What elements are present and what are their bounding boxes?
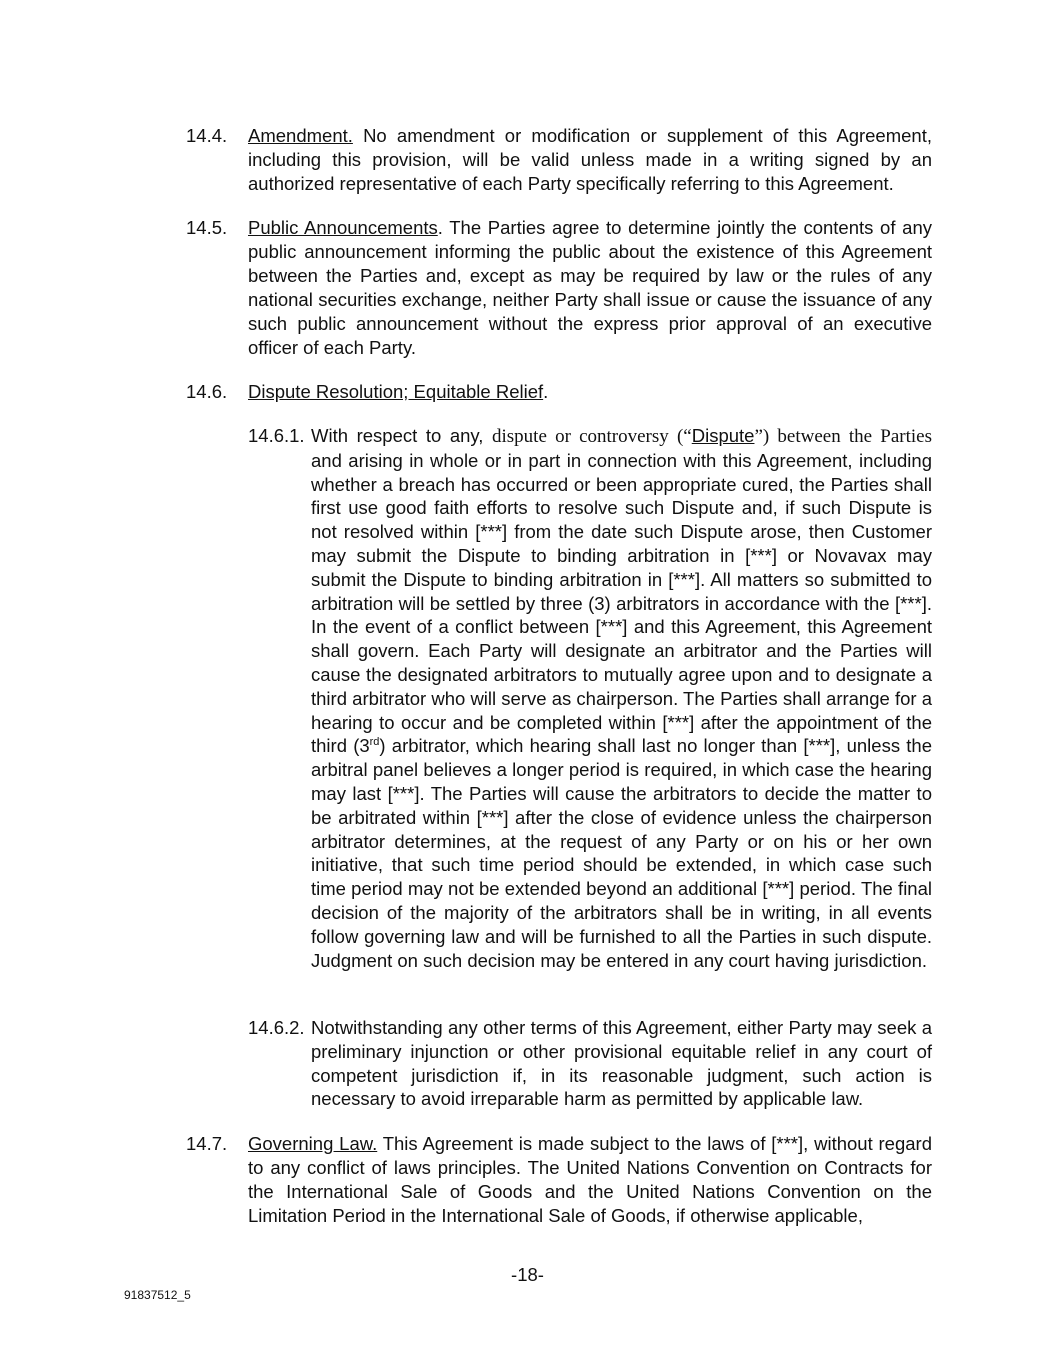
section-14-5 bbox=[186, 216, 932, 360]
section-heading: Amendment. bbox=[248, 125, 353, 146]
section-text: ) arbitrator, which hearing shall last no longer than [***], unless the arbitral panel believes a longer period is required, in which case the hearing may last [***]. The Parties will cause the arbitrators to decide the matter to be arbitrated within [***] after the close of evidence unless the chairperson arbitrator determines, at the request of any Party or on his or her own initiative, that such time period should be extended, in which case such time period may not be extended beyond an additional [***] period. The final decision of the majority of the arbitrators shall be in writing, in all events follow governing law and will be furnished to all the Parties in such dispute. Judgment on such decision may be entered in any court having jurisdiction. bbox=[311, 735, 932, 971]
section-number: 14.6. bbox=[186, 381, 228, 402]
section-text: This Agreement is made subject to the laws of [***], without regard to any conflict of laws principles. The United Nations Convention on Contracts for the International Sale of Goods and the United Nations Convention on the Limitation Period in the International Sale of Goods, if otherwise applicable, bbox=[248, 1133, 932, 1226]
section-14-6 bbox=[186, 380, 932, 404]
section-body bbox=[248, 380, 932, 404]
section-number: 14.6.1. bbox=[248, 425, 305, 446]
section-body bbox=[248, 124, 932, 196]
section-body: Notwithstanding any other terms of this Agreement, either Party may seek a preliminary injunction or other provisional equitable relief in any court of competent jurisdiction if, in its reasonable judgment, such action is necessary to avoid irreparable harm as permitted by applicable law. bbox=[311, 1017, 932, 1110]
section-14-7 bbox=[186, 1132, 932, 1228]
section-body bbox=[248, 1132, 932, 1228]
section-number: 14.4. bbox=[186, 125, 228, 146]
section-14-6-1 bbox=[248, 424, 932, 972]
page-number: -18- bbox=[511, 1264, 544, 1285]
section-body bbox=[311, 424, 932, 972]
section-text-serif: ”) between the Parties bbox=[754, 426, 933, 447]
section-text: No amendment or modification or supplement of this Agreement, including this provision, will be valid unless made in a writing signed by an authorized representative of each Party specifically referring to this Agreement. bbox=[248, 125, 932, 194]
section-body bbox=[248, 216, 932, 360]
section-text: . The Parties agree to determine jointly the contents of any public announcement informing the public about the existence of this Agreement between the Parties and, except as may be required by law or the rules of any national securities exchange, neither Party shall issue or cause the issuance of any such public announcement without the express prior approval of an executive officer of each Party. bbox=[248, 217, 932, 358]
section-number: 14.6.2. bbox=[248, 1017, 305, 1038]
section-heading: Governing Law. bbox=[248, 1133, 378, 1154]
section-heading: Public Announcements bbox=[248, 217, 438, 238]
section-text: With respect to any, bbox=[311, 425, 492, 446]
section-14-4 bbox=[186, 124, 932, 196]
section-number: 14.7. bbox=[186, 1133, 228, 1154]
section-text: . bbox=[543, 381, 549, 402]
section-number: 14.5. bbox=[186, 217, 228, 238]
ordinal-superscript: rd bbox=[369, 736, 380, 749]
defined-term: Dispute bbox=[691, 425, 755, 446]
document-id: 91837512_5 bbox=[124, 1288, 191, 1302]
section-14-6-2 bbox=[248, 1016, 932, 1111]
section-text-serif: dispute or controversy (“ bbox=[492, 426, 692, 447]
section-text: and arising in whole or in part in connection with this Agreement, including whether a breach has occurred or been appropriate cured, the Parties shall first use good faith efforts to resolve such Dispute and, if such Dispute is not resolved within [***] from the date such Dispute arose, then Customer may submit the Dispute to binding arbitration in [***] or Novavax may submit the Dispute to binding arbitration in [***]. All matters so submitted to arbitration will be settled by three (3) arbitrators in accordance with the [***]. In the event of a conflict between [***] and this Agreement, this Agreement shall govern. Each Party will designate an arbitrator and the Parties will cause the designated arbitrators to mutually agree upon and to designate a third arbitrator who will serve as chairperson. The Parties shall arrange for a hearing to occur and be completed within [***] after the appointment of the third (3 bbox=[311, 449, 932, 757]
section-heading: Dispute Resolution; Equitable Relief bbox=[248, 381, 544, 402]
